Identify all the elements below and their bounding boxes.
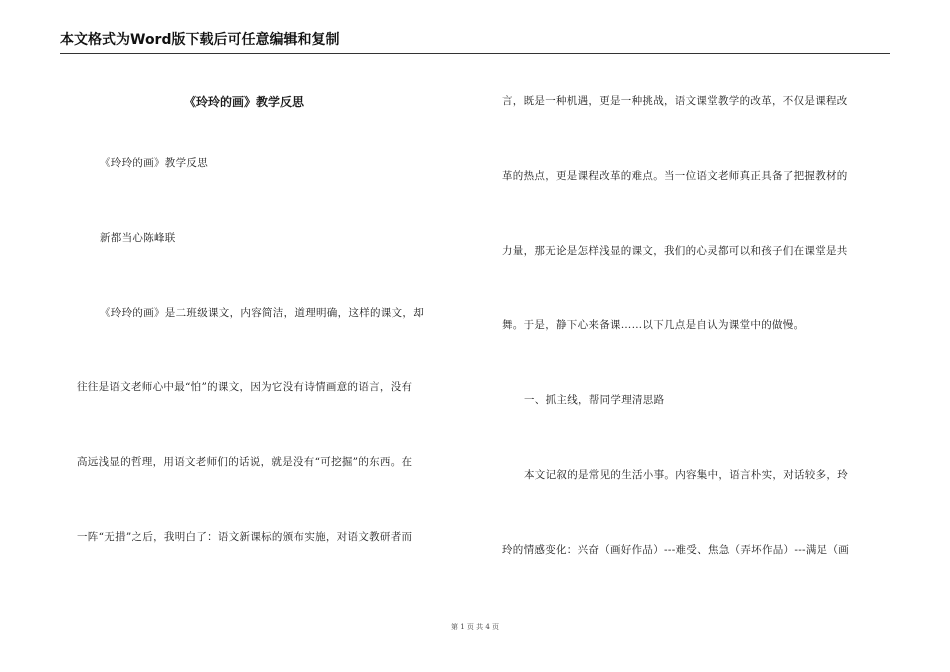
left-line-6: 一阵“无措”之后，我明白了：语文新课标的颁布实施，对语文教研者而 [77, 531, 413, 543]
page-number: 第 1 页 共 4 页 [450, 623, 500, 631]
right-line-6: 本文记叙的是常见的生活小事。内容集中，语言朴实，对话较多，玲 [524, 469, 848, 481]
right-line-2: 革的热点，更是课程改革的难点。当一位语文老师真正具备了把握教材的 [502, 170, 848, 182]
document-title: 《玲玲的画》教学反思 [184, 95, 305, 109]
right-line-7: 玲的情感变化：兴奋（画好作品）---难受、焦急（弄坏作品）---满足（画 [502, 544, 850, 556]
left-line-1: 《玲玲的画》教学反思 [100, 157, 208, 169]
document-header: 本文格式为Word版下载后可任意编辑和复制 [60, 32, 340, 48]
section-heading-1: 一、抓主线，帮同学理清思路 [524, 394, 665, 406]
left-line-5: 高远浅显的哲理，用语文老师们的话说，就是没有“可挖掘”的东西。在 [77, 456, 413, 468]
right-line-4: 舞。于是，静下心来备课……以下几点是自认为课堂中的做慢。 [502, 319, 805, 331]
header-divider [60, 53, 890, 54]
left-line-4: 往往是语文老师心中最“怕”的课文，因为它没有诗情画意的语言，没有 [77, 381, 413, 393]
right-line-3: 力量，那无论是怎样浅显的课文，我们的心灵都可以和孩子们在课堂是共 [502, 245, 848, 257]
left-line-3: 《玲玲的画》是二班级课文，内容简洁，道理明确，这样的课文，却 [100, 307, 424, 319]
right-line-1: 言，既是一种机遇，更是一种挑战，语文课堂教学的改革，不仅是课程改 [502, 95, 848, 107]
left-line-2: 新都当心陈峰联 [100, 232, 176, 244]
